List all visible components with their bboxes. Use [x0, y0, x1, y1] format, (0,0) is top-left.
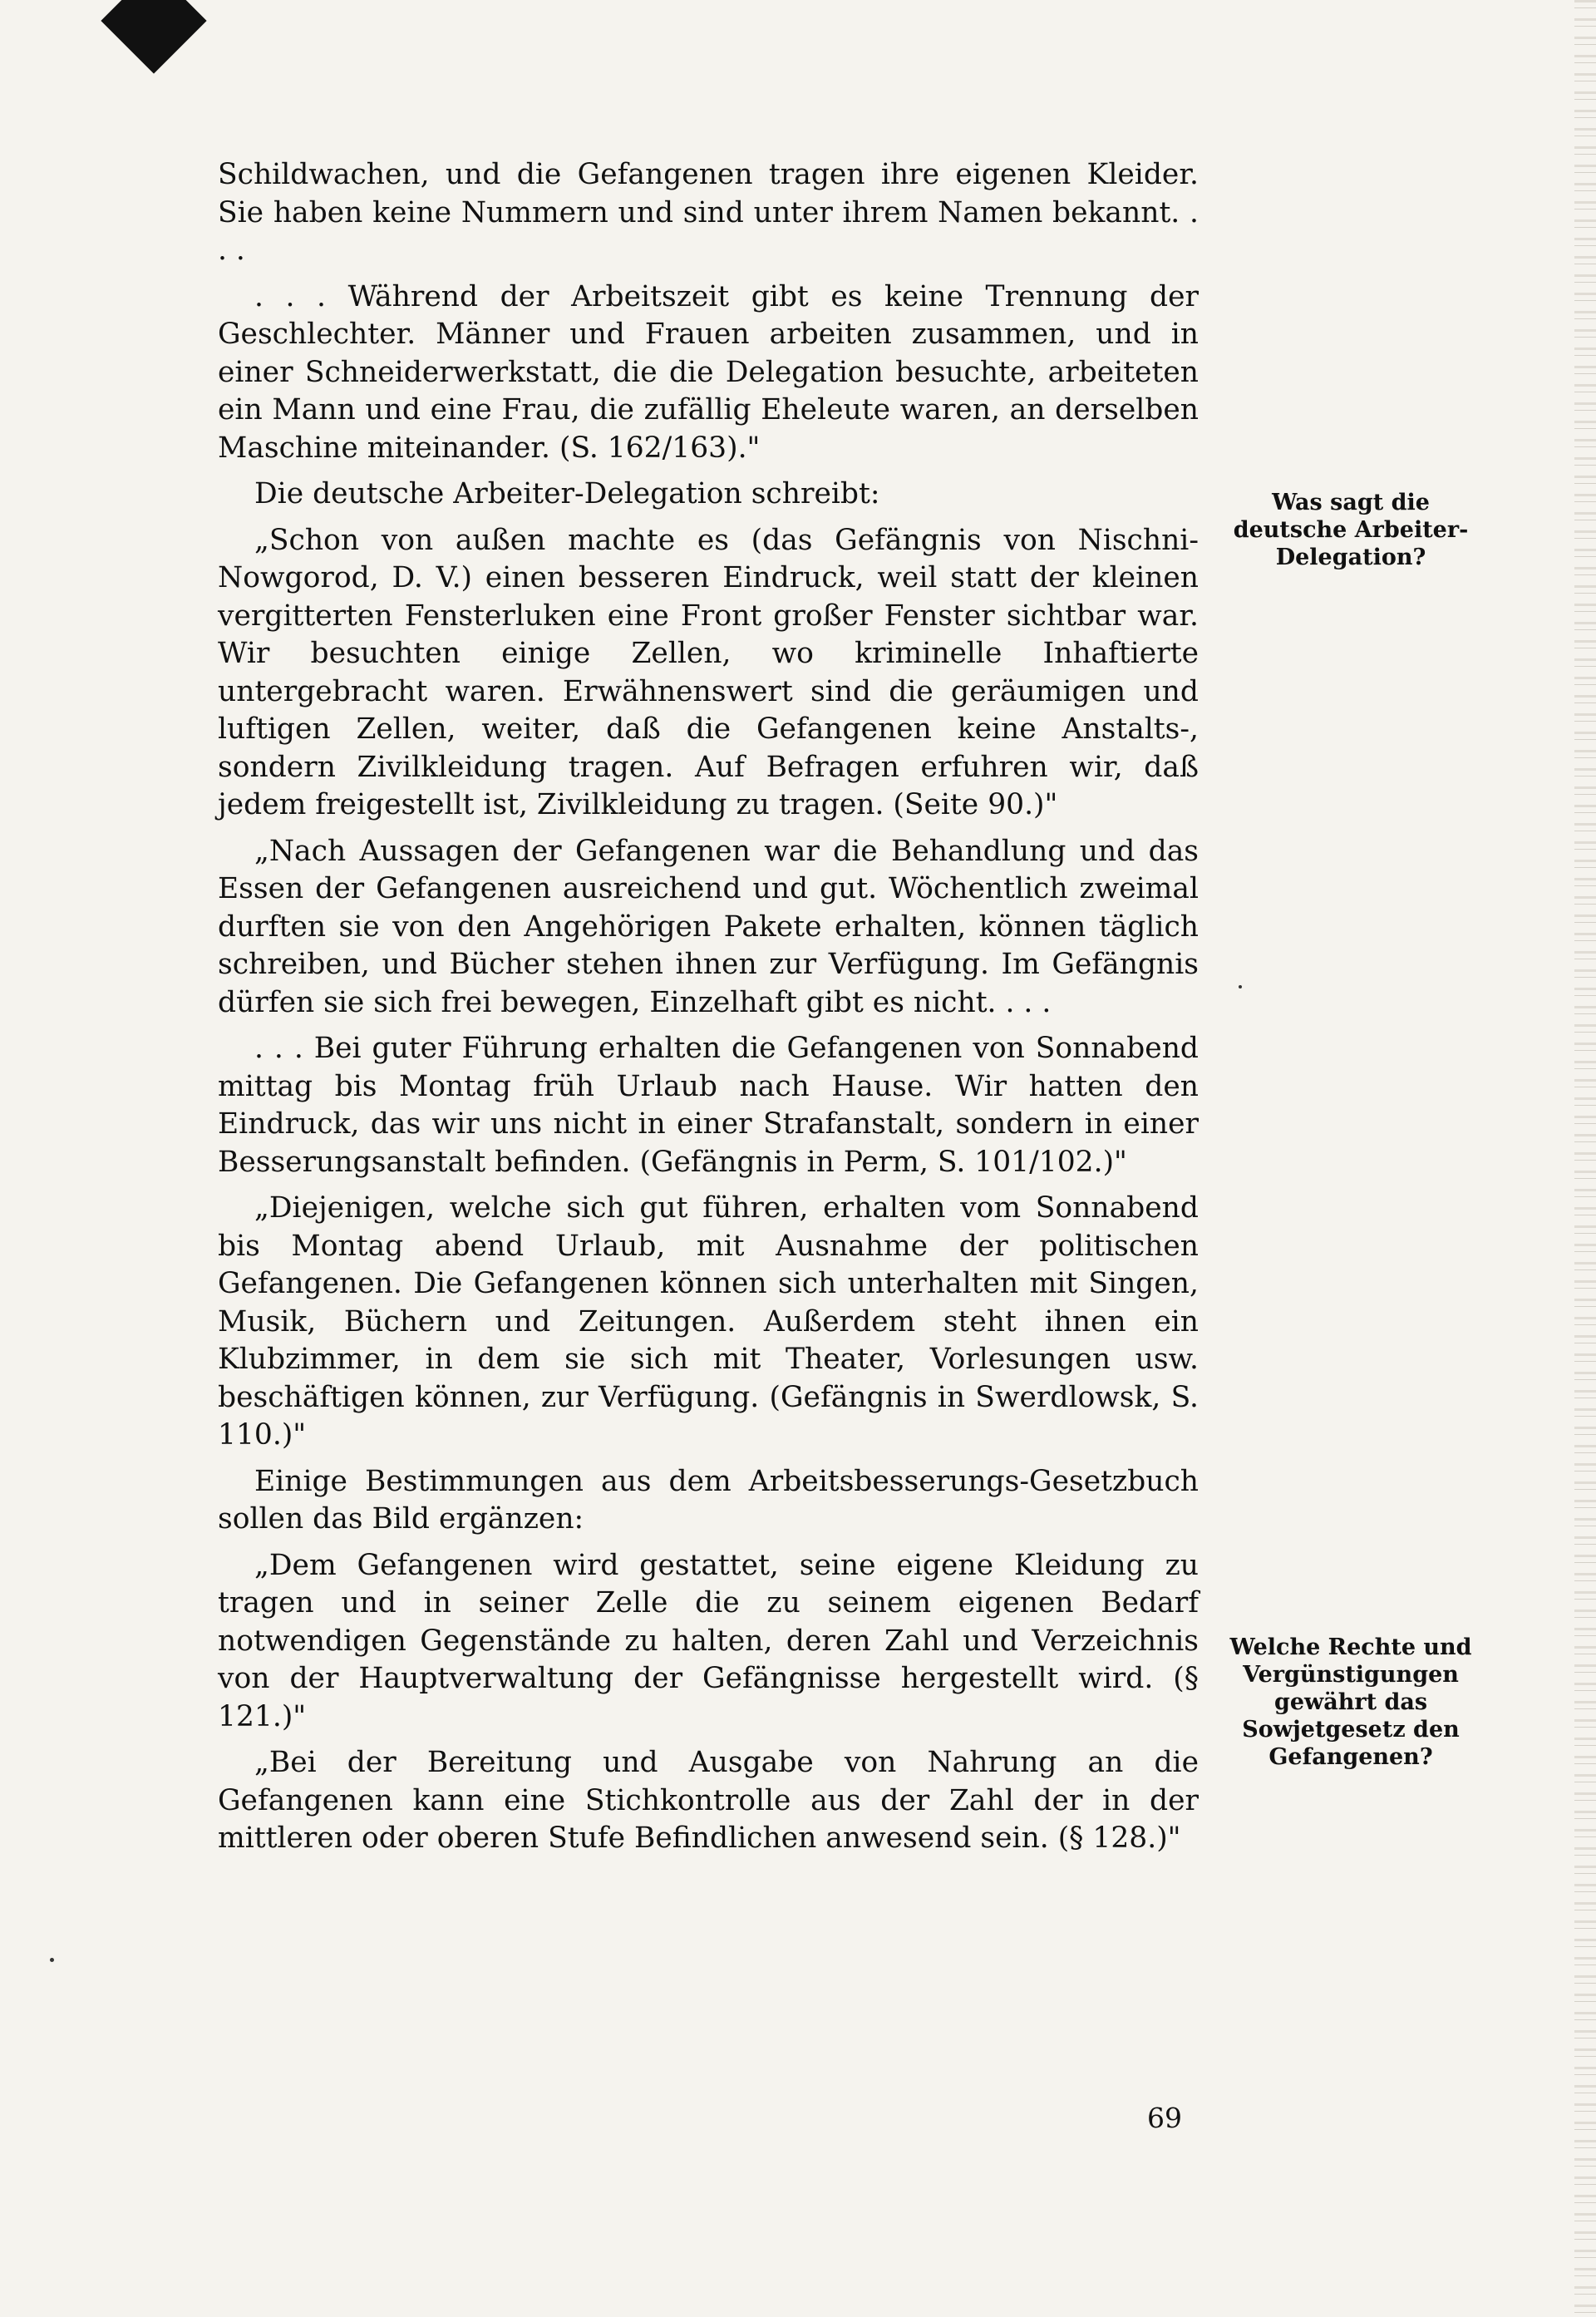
- scan-edge-noise: [1574, 0, 1596, 2317]
- page-number: 69: [1147, 2102, 1182, 2134]
- body-text-column: [218, 156, 1199, 1866]
- margin-note-delegation: Was sagt die deutsche Arbeiter- Delegation?: [1233, 490, 1469, 570]
- paragraph-9: „Dem Gefangenen wird gestattet, seine eigene Kleidung zu tragen und in seiner Zelle die zu seinem eigenen Bedarf notwendigen Gegenstände zu halten, deren Zahl und Verzeichnis von der Hauptverwaltung der Gefängnisse hergestellt wird. (§ 121.)": [218, 1548, 1199, 1733]
- scan-speck: [50, 1958, 54, 1962]
- paragraph-4: „Schon von außen machte es (das Gefängnis von Nischni-Nowgorod, D. V.) einen besseren Eindruck, weil statt der kleinen vergitterten Fensterluken eine Front großer Fenster sichtbar war. Wir besuchten einige Zellen, wo kriminelle Inhaftierte untergebracht waren. Erwähnenswert sind die geräumigen und luftigen Zellen, weiter, daß die Gefangenen keine Anstalts-, sondern Zivilkleidung tragen. Auf Befragen erfuhren wir, daß jedem freigestellt ist, Zivilkleidung zu tragen. (Seite 90.)": [218, 523, 1199, 821]
- paragraph-10: „Bei der Bereitung und Ausgabe von Nahrung an die Gefangenen kann eine Stichkontrolle aus der Zahl der in der mittleren oder oberen Stufe Befindlichen anwesend sein. (§ 128.)": [218, 1746, 1199, 1855]
- paragraph-7: „Diejenigen, welche sich gut führen, erhalten vom Sonnabend bis Montag abend Urlaub, mit Ausnahme der politischen Gefangenen. Die Gefangenen können sich unterhalten mit Singen, Musik, Büchern und Zeitungen. Außerdem steht ihnen ein Klubzimmer, in dem sie sich mit Theater, Vorlesungen usw. beschäftigen können, zur Verfügung. (Gefängnis in Swerdlowsk, S. 110.)": [218, 1191, 1199, 1452]
- margin-note-rights: Welche Rechte und Vergünstigungen gewährt das Sowjetgesetz den Gefangenen?: [1229, 1634, 1472, 1770]
- corner-triangle-mark: [101, 0, 206, 74]
- paragraph-1: Schildwachen, und die Gefangenen tragen ihre eigenen Kleider. Sie haben keine Nummern und sind unter ihrem Namen bekannt. . . .: [218, 158, 1199, 267]
- paragraph-3: Die deutsche Arbeiter-Delegation schreibt:: [254, 477, 880, 510]
- paragraph-8: Einige Bestimmungen aus dem Arbeitsbesserungs-Gesetzbuch sollen das Bild ergänzen:: [218, 1464, 1199, 1536]
- paragraph-6: . . . Bei guter Führung erhalten die Gefangenen von Sonnabend mittag bis Montag früh Urlaub nach Hause. Wir hatten den Eindruck, das wir uns nicht in einer Strafanstalt, sondern in einer Besserungsanstalt befinden. (Gefängnis in Perm, S. 101/102.)": [218, 1032, 1199, 1179]
- scan-speck: [1239, 985, 1242, 988]
- paragraph-5: „Nach Aussagen der Gefangenen war die Behandlung und das Essen der Gefangenen ausreichend und gut. Wöchentlich zweimal durften sie von den Angehörigen Pakete erhalten, können täglich schreiben, und Bücher stehen ihnen zur Verfügung. Im Gefängnis dürfen sie sich frei bewegen, Einzelhaft gibt es nicht. . . .: [218, 834, 1199, 1019]
- paragraph-2: . . . Während der Arbeitszeit gibt es keine Trennung der Geschlechter. Männer und Frauen arbeiten zusammen, und in einer Schneiderwerkstatt, die die Delegation besuchte, arbeiteten ein Mann und eine Frau, die zufällig Eheleute waren, an derselben Maschine miteinander. (S. 162/163).": [218, 279, 1199, 465]
